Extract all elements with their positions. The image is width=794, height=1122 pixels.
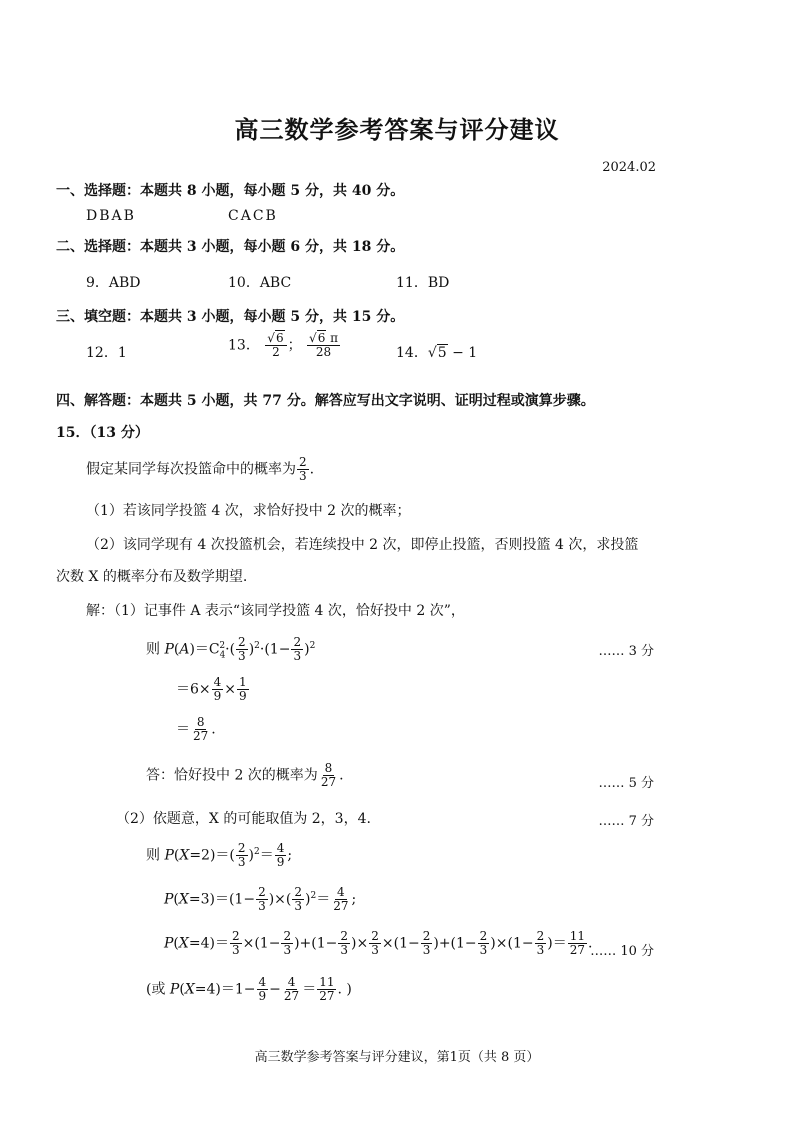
section-4-heading: 四、解答题：本题共 5 小题，共 77 分。解答应写出文字说明、证明过程或演算步骤。	[56, 393, 595, 409]
equation-PX2: 则 P(X=2)＝( $\frac{2}{3}$ )$^2$＝ $\frac{4}{9}$ ;	[146, 841, 293, 869]
section-1-heading: 一、选择题：本题共 8 小题，每小题 5 分，共 40 分。	[56, 183, 405, 199]
page-title: 高三数学参考答案与评分建议	[234, 115, 560, 144]
answer-q14: 14．√5 − 1	[396, 345, 478, 361]
answer-q13: 13． $\frac{√6}{2}$ ； $\frac{√6 \pi}{28}$	[228, 331, 339, 359]
score-10: …… 10 分	[590, 944, 654, 959]
score-7: …… 7 分	[598, 814, 654, 829]
equation-PA: 则 $P(A)=C_4^2\cdot$( $\frac{2}{3}$ )$^2$·(1− $\frac{2}{3}$ )$^2$	[146, 635, 316, 663]
section-1-answers-b: CACB	[228, 208, 278, 224]
answer-1: 答：恰好投中 2 次的概率为 $\frac{8}{27}$ .	[146, 761, 344, 789]
q15-label: 15．（13 分）	[56, 425, 149, 441]
equation-PX3: P(X=3)＝(1− $\frac{2}{3}$ )×( $\frac{2}{3}$ )$^2$＝ $\frac{4}{27}$ ;	[164, 885, 357, 913]
equation-PX4-alt: (或 P(X=4)＝1− $\frac{4}{9}$ − $\frac{4}{27}$ ＝ $\frac{11}{27}$ . )	[146, 975, 352, 1003]
answer-q12: 12．1	[86, 345, 127, 361]
page-footer: 高三数学参考答案与评分建议，第1页（共 8 页）	[254, 1050, 540, 1065]
answer-q10: 10．ABC	[228, 275, 292, 291]
q15-part2-line1: （2）该同学现有 4 次投篮机会，若连续投中 2 次，即停止投篮，否则投篮 4 次，求投篮	[86, 537, 639, 553]
section-1-answers-a: DBAB	[86, 208, 136, 224]
solution-2-intro: （2）依题意，X 的可能取值为 2，3，4.	[116, 811, 371, 827]
equation-PX4: P(X=4)＝ $\frac{2}{3}$ ×(1− $\frac{2}{3}$ )+(1− $\frac{2}{3}$ )× $\frac{2}{3}$ ×(1− $\frac{2}{3}$ )+(1− $\frac{2}{3}$ )×(1− $\frac{2}{3}$ )＝ $\frac{11}{27}$ .	[164, 929, 593, 957]
equation-PA-step3: ＝ $\frac{8}{27}$ .	[176, 715, 216, 743]
score-3: …… 3 分	[598, 644, 654, 659]
date: 2024.02	[602, 160, 656, 175]
solution-1-intro: 解：（1）记事件 A 表示“该同学投篮 4 次，恰好投中 2 次”，	[86, 603, 465, 619]
fraction-sqrt6-over-2: $\frac{√6}{2}$	[265, 332, 286, 359]
q15-part2-line2: 次数 X 的概率分布及数学期望.	[56, 569, 248, 585]
section-2-heading: 二、选择题：本题共 3 小题，每小题 6 分，共 18 分。	[56, 239, 405, 255]
answer-q9: 9．ABD	[86, 275, 141, 291]
q15-part1: （1）若该同学投篮 4 次，求恰好投中 2 次的概率；	[86, 503, 411, 519]
score-5: …… 5 分	[598, 776, 654, 791]
equation-PA-step2: ＝6× $\frac{4}{9}$ × $\frac{1}{9}$	[176, 675, 247, 703]
answer-q11: 11．BD	[396, 275, 450, 291]
fraction-sqrt6pi-over-28: $\frac{√6 \pi}{28}$	[309, 331, 339, 359]
section-3-heading: 三、填空题：本题共 3 小题，每小题 5 分，共 15 分。	[56, 309, 405, 325]
q15-stem: 假定某同学每次投篮命中的概率为 $\frac{2}{3}$ .	[86, 455, 315, 483]
